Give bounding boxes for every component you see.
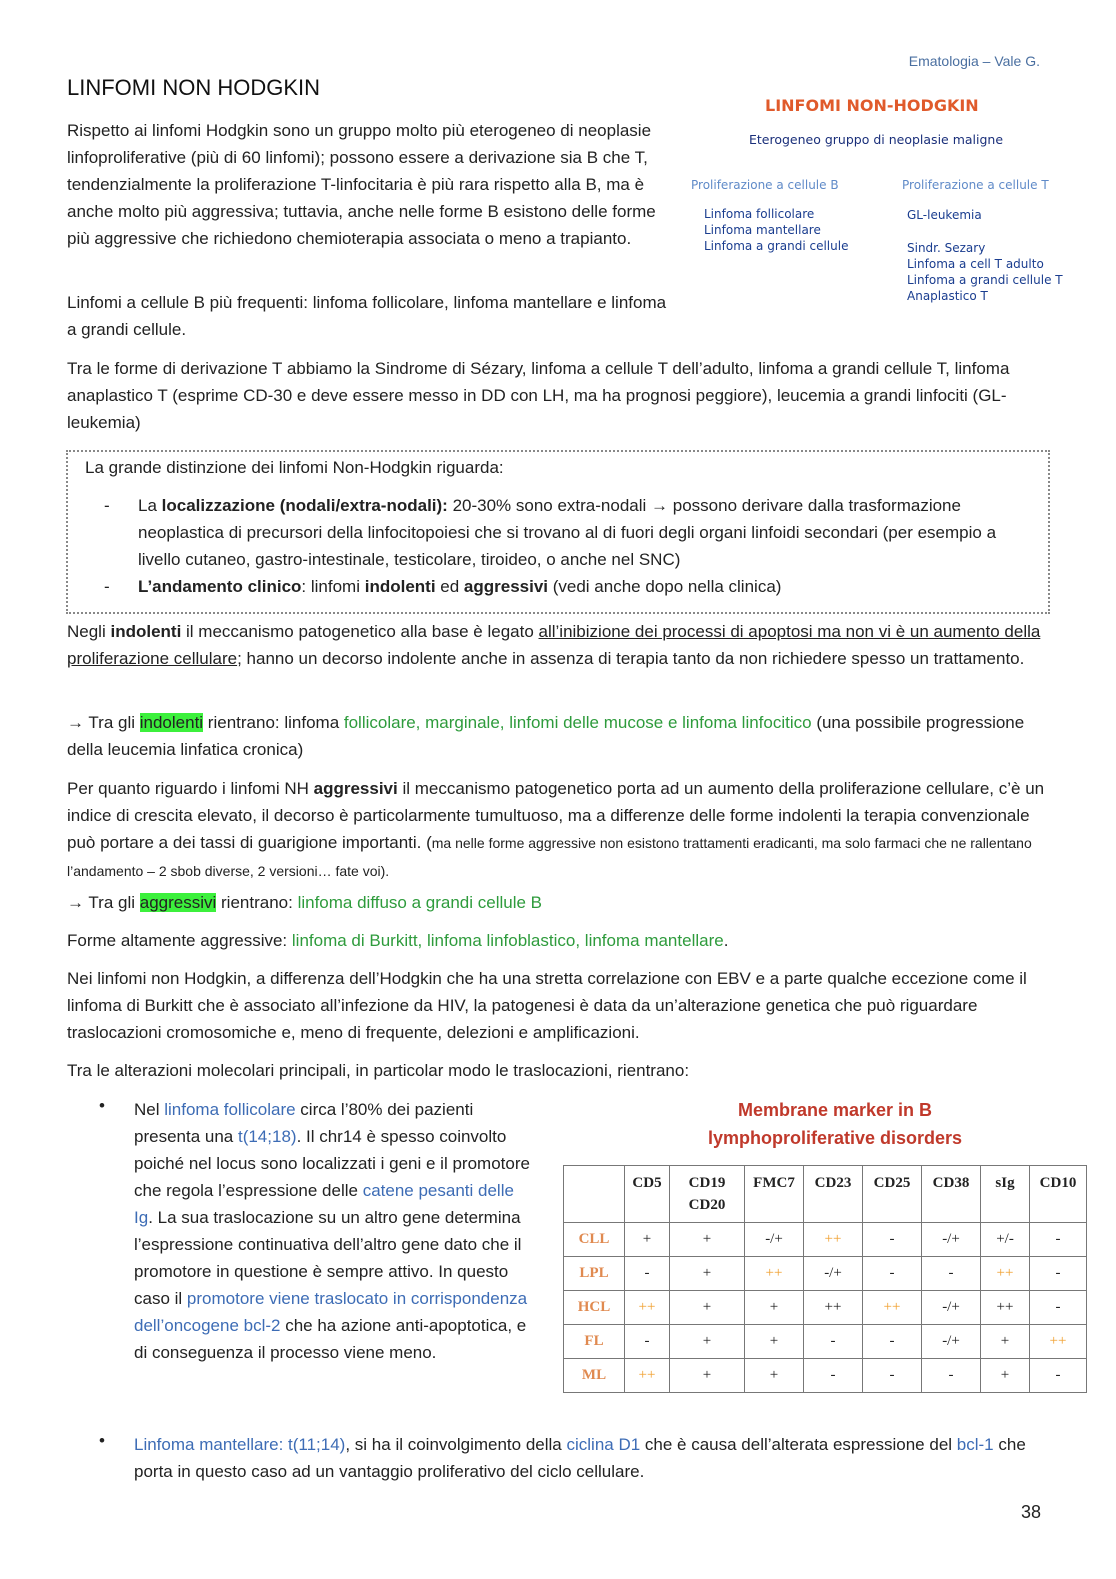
running-header: Ematologia – Vale G. (908, 53, 1040, 69)
figure-col-t: Proliferazione a cellule T (902, 178, 1049, 192)
bullet-follicolare: Nel linfoma follicolare circa l’80% dei pazienti presenta una t(14;18). Il chr14 è spesso coinvolto poiché nel locus sono localizzati i geni e il promotore che regola l’espressione delle catene pesanti delle Ig. La sua traslocazione su un altro gene determina l’espressione continuativa dell’altro gene dato che il promotore in questione è sempre attivo. In questo caso il promotore viene traslocato in corrispondenza dell’oncogene bcl-2 che ha azione anti-apoptotica, e di conseguenza il processo viene meno. (134, 1100, 530, 1362)
col-header: CD5 (625, 1166, 670, 1223)
figure-item: Linfoma mantellare (704, 223, 821, 237)
col-header: CD23 (804, 1166, 863, 1223)
col-header: CD38 (922, 1166, 981, 1223)
figure-item: Linfoma a cell T adulto (907, 257, 1044, 271)
table-title: Membrane marker in B lymphoproliferative disorders (707, 1100, 963, 1148)
col-header: CD10 (1030, 1166, 1087, 1223)
indolenti-list-paragraph: → Tra gli indolenti rientrano: linfoma follicolare, marginale, linfomi delle mucose e linfoma linfocitico (una possibile progressione della leucemia linfatica cronica) (67, 713, 1025, 759)
col-header: sIg (981, 1166, 1030, 1223)
table-row: FL - + + - - -/+ + ++ (564, 1325, 1087, 1359)
figure-item: Linfoma follicolare (704, 207, 815, 221)
table-row: ML ++ + + - - - + - (564, 1359, 1087, 1393)
page-number: 38 (1020, 1502, 1041, 1522)
distinction-box (66, 450, 1050, 614)
page-title: LINFOMI NON HODGKIN (67, 75, 321, 100)
nhl-classification-figure (685, 90, 1085, 310)
patogenesi-paragraph: Nei linfomi non Hodgkin, a differenza dell’Hodgkin che ha una stretta correlazione con EBV e a parte qualche eccezione come il linfoma di Burkitt che è associato all’infezione da HIV, la patogenesi è data da un’alterazione genetica che può riguardare traslocazioni cromosomiche e, meno di frequente, delezioni e amplificazioni. (67, 969, 1027, 1042)
marker-table (563, 1165, 1087, 1393)
intro-paragraph: Rispetto ai linfomi Hodgkin sono un gruppo molto più eterogeneo di neoplasie linfoproliferative (più di 60 linfomi); possono essere a derivazione sia B che T, tendenzialmente la proliferazione T-linfocitaria è più rara rispetto alla B, ma è anche molto più aggressiva; tuttavia, anche nelle forme B esistono delle forme più aggressive che richiedono chemioterapia associata o meno a trapianto. (67, 121, 656, 248)
figure-col-b: Proliferazione a cellule B (691, 178, 839, 192)
figure-item: Linfoma a grandi cellule (704, 239, 849, 253)
col-header: CD19 CD20 (670, 1166, 745, 1223)
table-row: CLL + + -/+ ++ - -/+ +/- - (564, 1223, 1087, 1257)
table-row: HCL ++ + + ++ ++ -/+ ++ - (564, 1291, 1087, 1325)
traslocazioni-intro: Tra le alterazioni molecolari principali, in particolar modo le traslocazioni, rientrano: (67, 1061, 690, 1080)
figure-title: LINFOMI NON-HODGKIN (765, 96, 979, 115)
figure-subtitle: Eterogeneo gruppo di neoplasie maligne (749, 132, 1004, 147)
figure-item: Sindr. Sezary (907, 241, 986, 255)
altamente-paragraph: Forme altamente aggressive: linfoma di Burkitt, linfoma linfoblastico, linfoma mantellare. (67, 931, 729, 950)
aggressivi-paragraph: Per quanto riguardo i linfomi NH aggressivi il meccanismo patogenetico porta ad un aumento della proliferazione cellulare, c’è un indice di crescita elevato, il decorso è particolarmente tumultuoso, ma a differenze delle forme indolenti la terapia convenzionale può portare a dei tassi di guarigione importanti. (ma nelle forme aggressive non esistono trattamenti eradicanti, ma solo farmaci che ne rallentano l’andamento – 2 sbob diverse, 2 versioni… fate voi). (67, 779, 1045, 879)
figure-item: GL-leukemia (907, 208, 982, 222)
aggressivi-list-paragraph: → Tra gli aggressivi rientrano: linfoma diffuso a grandi cellule B (67, 893, 543, 912)
bullet-dot: • (99, 1096, 105, 1115)
bullet-dot: • (99, 1431, 105, 1450)
indolenti-paragraph: Negli indolenti il meccanismo patogenetico alla base è legato all’inibizione dei processi di apoptosi ma non vi è un aumento della proliferazione cellulare; hanno un decorso indolente anche in assenza di terapia tanto da non richiedere spesso un trattamento. (67, 622, 1041, 668)
figure-item: Anaplastico T (907, 289, 988, 303)
figure-item: Linfoma a grandi cellule T (907, 273, 1063, 287)
bullet-mantellare: Linfoma mantellare: t(11;14), si ha il coinvolgimento della ciclina D1 che è causa dell’alterata espressione del bcl-1 che porta in questo caso ad un vantaggio proliferativo del ciclo cellulare. (134, 1435, 1026, 1481)
col-header: CD25 (863, 1166, 922, 1223)
box-lead: La grande distinzione dei linfomi Non-Hodgkin riguarda: (85, 458, 504, 477)
table-row: LPL - + ++ -/+ - - ++ - (564, 1257, 1087, 1291)
box-bullet-andamento: - L’andamento clinico: linfomi indolenti ed aggressivi (vedi anche dopo nella clinica) (98, 573, 1038, 600)
t-forms-paragraph: Tra le forme di derivazione T abbiamo la Sindrome di Sézary, linfoma a cellule T dell’adulto, linfoma a grandi cellule T, linfoma anaplastico T (esprime CD-30 e deve essere messo in DD con LH, ma ha prognosi peggiore), leucemia a grandi linfociti (GL-leukemia) (67, 359, 1010, 432)
box-bullet-localizzazione: - La localizzazione (nodali/extra-nodali): 20-30% sono extra-nodali → possono derivare dalla trasformazione neoplastica di precursori della linfocitopoiesi che si trovano al di fuori degli organi linfoidi secondari (per esempio a livello cutaneo, gastro-intestinale, testicolare, tiroideo, o anche nel SNC) (98, 492, 1038, 573)
col-header: FMC7 (745, 1166, 804, 1223)
b-frequent-paragraph: Linfomi a cellule B più frequenti: linfoma follicolare, linfoma mantellare e linfoma a grandi cellule. (67, 293, 667, 339)
